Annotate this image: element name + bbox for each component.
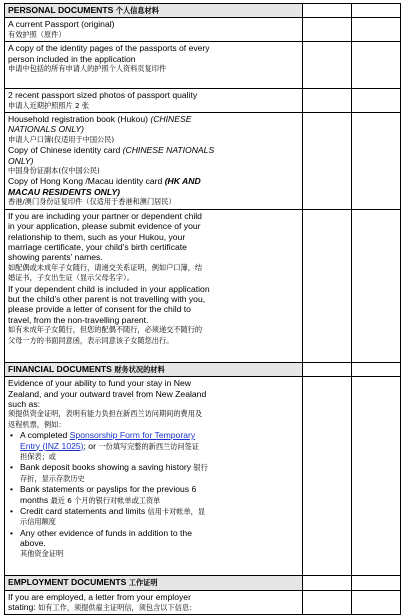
financial-header-zh: 财务状况的材料 (114, 364, 165, 374)
check-cell (352, 576, 401, 590)
personal-header-cell (5, 4, 303, 18)
section-header-employment (5, 576, 401, 590)
employment-l2: stating: 如有工作，须提供雇主证明信，须包含以下信息： (8, 601, 197, 612)
item5-zh: 其他资金证明 (20, 548, 64, 558)
row-partner-evidence (5, 209, 303, 362)
employment-header-zh: 工作证明 (128, 578, 158, 588)
photos-en: 2 recent passport sized photos of passport quality (8, 90, 198, 101)
check-cell (303, 113, 352, 210)
hukou-en: Household registration book (Hukou) (CHINESE (8, 114, 192, 125)
partner-p2-zh2: 父母一方的书面同意函，表示同意该子女随您出行。 (8, 335, 174, 345)
partner-p2-l1: If your dependent child is included in your application (8, 283, 210, 294)
document-sheet (4, 3, 400, 615)
partner-p2-l4: travel, from the non-travelling parent. (8, 314, 149, 325)
partner-p1-l2: in your application, please submit evidence of your (8, 221, 201, 232)
photos-zh: 申请人近期护照照片 2 张 (8, 100, 90, 110)
table-row (5, 18, 401, 42)
check-cell (352, 377, 401, 576)
checklist-table (4, 3, 401, 615)
hk-macau-en-2: MACAU RESIDENTS ONLY) (8, 186, 121, 197)
passport-copies-en2: person included in the application (8, 53, 136, 64)
passport-en: A current Passport (original) (8, 19, 115, 30)
personal-header-zh: 个人信息材料 (115, 6, 159, 15)
check-cell (303, 590, 352, 615)
hk-macau-en: Copy of Hong Kong /Macau identity card (HK AND (8, 176, 201, 187)
hukou-zh: 申请人户口簿(仅适用于中国公民) (8, 134, 115, 144)
check-cell (303, 4, 352, 18)
check-cell (303, 576, 352, 590)
personal-header-text: PERSONAL DOCUMENTS (8, 5, 114, 15)
financial-list (8, 430, 299, 559)
partner-p1-l4: marriage certificate, your child’s birth certificate (8, 241, 187, 252)
list-item: • Bank deposit books showing a saving history 银行 存折，显示存款历史 (20, 462, 299, 484)
passport-zh: 有效护照（原件） (8, 29, 66, 39)
check-cell (303, 18, 352, 42)
check-cell (303, 42, 352, 89)
check-cell (352, 89, 401, 113)
list-item: • Bank statements or payslips for the previous 6 months 最近 6 个月的银行对帐单或工资单 (20, 484, 299, 506)
fin-intro-l1: Evidence of your ability to fund your stay in New (8, 378, 191, 389)
check-cell (352, 590, 401, 615)
partner-p1-zh2: 婚证书，子女出生证（显示父母名字）。 (8, 273, 134, 283)
partner-p2-l2: but the child’s other parent is not travelling with you, (8, 293, 206, 304)
table-row (5, 113, 401, 210)
partner-p1-l1: If you are including your partner or dependent child (8, 210, 202, 221)
id-card-zh: 中国身份证副本(仅中国公民) (8, 166, 100, 176)
row-employment-letter (5, 590, 303, 615)
check-cell (303, 89, 352, 113)
section-header-financial (5, 362, 401, 376)
check-cell (352, 18, 401, 42)
passport-copies-zh: 申请中包括的所有申请人的护照个人资料页复印件 (8, 64, 167, 74)
check-cell (352, 362, 401, 376)
row-financial-evidence (5, 377, 303, 576)
hk-macau-zh: 香港/澳门身份证复印件（仅适用于香港和澳门居民） (8, 197, 176, 207)
fin-intro-zh2: 返程机票，例如： (8, 419, 66, 429)
employment-header-cell (5, 576, 303, 590)
item4-zh2: 示信用额度 (20, 517, 56, 527)
section-header-personal (5, 4, 401, 18)
item1-zh2: 担保表；或 (20, 451, 56, 461)
row-hukou-ids (5, 113, 303, 210)
table-row (5, 590, 401, 615)
financial-header-cell (5, 362, 303, 376)
hukou-en-2: NATIONALS ONLY) (8, 124, 84, 135)
fin-intro-l3: such as: (8, 398, 41, 409)
table-row (5, 42, 401, 89)
fin-intro-zh1: 须提供资金证明，表明有能力负担在新西兰访问期间的费用及 (8, 409, 203, 419)
passport-copies-en1: A copy of the identity pages of the passports of every (8, 43, 210, 54)
list-item: • Any other evidence of funds in addition to the above. 其他资金证明 (20, 528, 299, 559)
financial-header-text: FINANCIAL DOCUMENTS (8, 363, 112, 374)
id-card-en: Copy of Chinese identity card (CHINESE NATIONALS (8, 145, 215, 156)
table-row (5, 89, 401, 113)
partner-p1-l5: showing parents’ names. (8, 252, 103, 263)
sponsorship-form-link-2[interactable]: Entry (INZ 1025) (20, 440, 84, 451)
row-photos (5, 89, 303, 113)
check-cell (303, 377, 352, 576)
employment-header-text: EMPLOYMENT DOCUMENTS (8, 577, 127, 588)
check-cell (352, 209, 401, 362)
partner-p2-l3: please provide a letter of consent for the child to (8, 304, 191, 315)
employment-l1: If you are employed, a letter from your employer (8, 591, 191, 602)
fin-intro-l2: Zealand, and your outward travel from New Zealand (8, 388, 207, 399)
table-row (5, 377, 401, 576)
row-passport-copies (5, 42, 303, 89)
list-item: • A completed Sponsorship Form for Temporary Entry (INZ 1025); or 一份填写完整的新西兰访问签证 担保表；或 (20, 430, 299, 462)
check-cell (352, 4, 401, 18)
table-row (5, 209, 401, 362)
partner-p1-zh1: 如配偶或未成年子女随行，请递交关系证明，例如户口簿，结 (8, 262, 203, 272)
check-cell (303, 362, 352, 376)
check-cell (303, 209, 352, 362)
sponsorship-form-link[interactable]: Sponsorship Form for Temporary (69, 430, 196, 441)
row-passport (5, 18, 303, 42)
list-item: • Credit card statements and limits 信用卡对帐单，显 示信用额度 (20, 506, 299, 528)
item2-zh2: 存折，显示存款历史 (20, 473, 85, 483)
partner-p1-l3: relationship to them, such as your Hukou, your (8, 231, 186, 242)
check-cell (352, 113, 401, 210)
partner-p2-zh1: 如有未成年子女随行，但您的配偶不随行，必须递交不随行的 (8, 325, 203, 335)
check-cell (352, 42, 401, 89)
id-card-en-2: ONLY) (8, 155, 34, 166)
